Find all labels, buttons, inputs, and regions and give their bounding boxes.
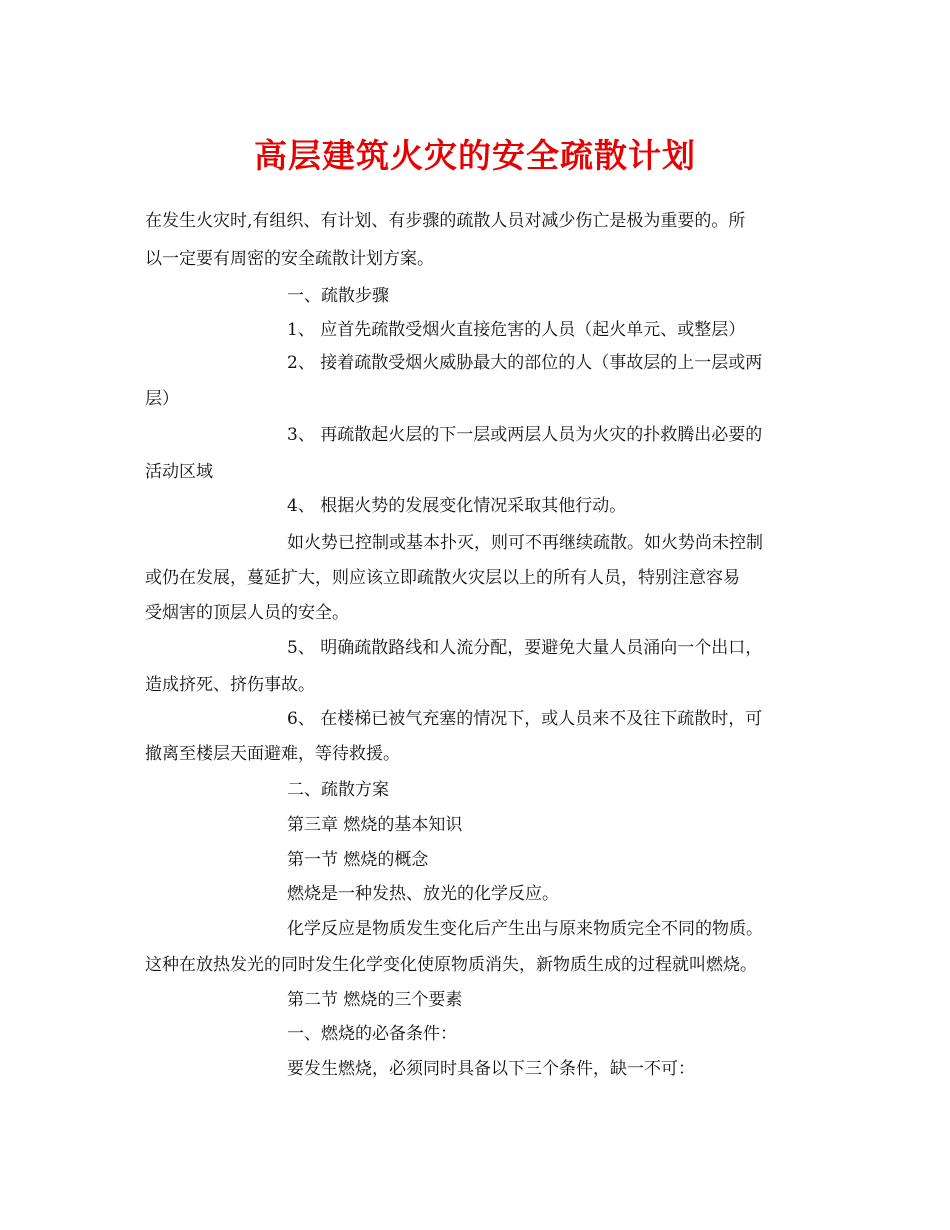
paragraph-line: 化学反应是物质发生变化后产生出与原来物质完全不同的物质。 (287, 919, 763, 939)
list-item: 1、 应首先疏散受烟火直接危害的人员（起火单元、或整层） (287, 320, 746, 340)
paragraph-line: 在发生火灾时,有组织、有计划、有步骤的疏散人员对减少伤亡是极为重要的。所 (145, 211, 746, 231)
list-item: 6、 在楼梯已被气充塞的情况下，或人员来不及往下疏散时，可 (287, 709, 763, 729)
list-item-continuation: 活动区域 (145, 462, 213, 482)
list-item: 3、 再疏散起火层的下一层或两层人员为火灾的扑救腾出必要的 (287, 425, 763, 445)
section-heading: 第二节 燃烧的三个要素 (287, 990, 463, 1010)
paragraph-line: 燃烧是一种发热、放光的化学反应。 (287, 884, 559, 904)
list-item-continuation: 造成挤死、挤伤事故。 (145, 675, 315, 695)
paragraph-line: 或仍在发展，蔓延扩大，则应该立即疏散火灾层以上的所有人员，特别注意容易 (145, 568, 740, 588)
paragraph-line: 这种在放热发光的同时发生化学变化使原物质消失，新物质生成的过程就叫燃烧。 (145, 955, 757, 975)
list-item: 2、 接着疏散受烟火威胁最大的部位的人（事故层的上一层或两 (287, 353, 763, 373)
list-item: 5、 明确疏散路线和人流分配，要避免大量人员涌向一个出口， (287, 638, 763, 658)
list-item: 4、 根据火势的发展变化情况采取其他行动。 (287, 496, 627, 516)
list-item-continuation: 撤离至楼层天面避难，等待救援。 (145, 744, 400, 764)
paragraph-line: 如火势已控制或基本扑灭，则可不再继续疏散。如火势尚未控制 (287, 533, 763, 553)
document-title: 高层建筑火灾的安全疏散计划 (254, 136, 696, 175)
section-heading: 二、疏散方案 (287, 780, 389, 800)
list-item-continuation: 层） (145, 389, 179, 409)
section-heading: 一、燃烧的必备条件： (287, 1024, 457, 1044)
paragraph-line: 受烟害的顶层人员的安全。 (145, 603, 349, 623)
paragraph-line: 以一定要有周密的安全疏散计划方案。 (145, 249, 434, 269)
section-heading: 一、疏散步骤 (287, 286, 389, 306)
paragraph-line: 要发生燃烧，必须同时具备以下三个条件，缺一不可： (287, 1059, 695, 1079)
chapter-heading: 第三章 燃烧的基本知识 (287, 815, 463, 835)
section-heading: 第一节 燃烧的概念 (287, 850, 429, 870)
